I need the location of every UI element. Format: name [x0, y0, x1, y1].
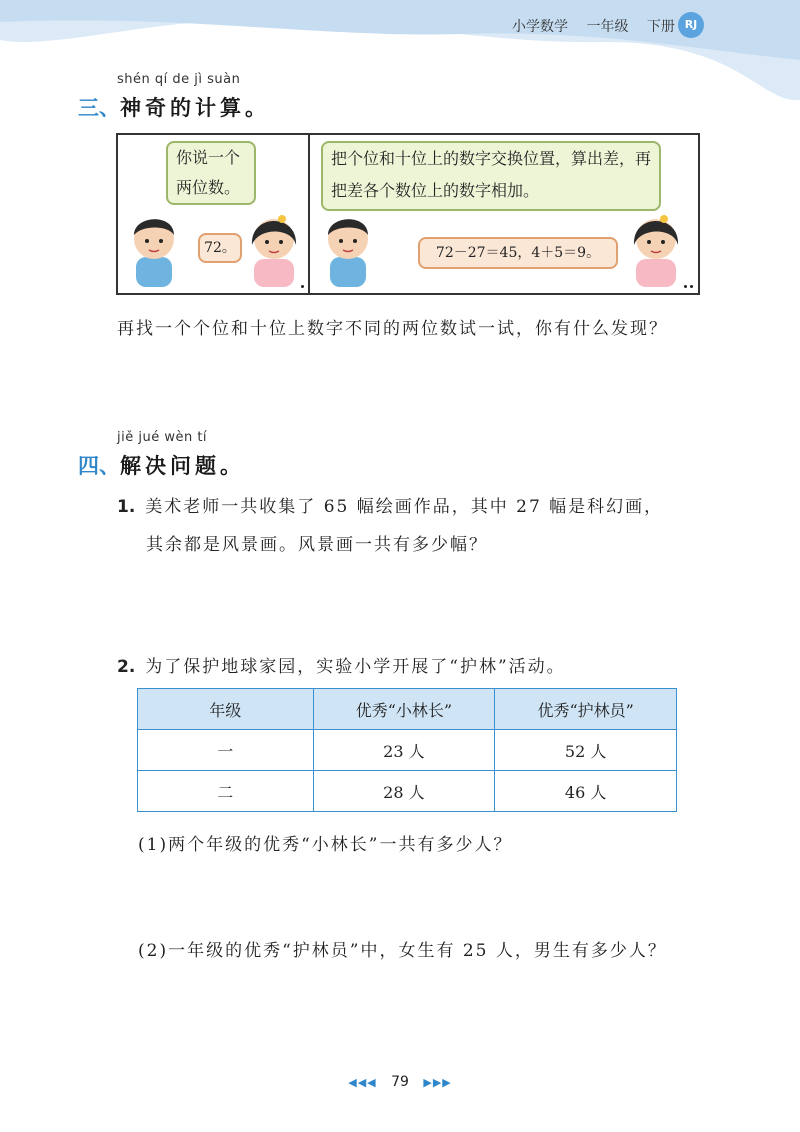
- section3-number: 三、: [78, 96, 120, 120]
- table-header-grade: 年级: [138, 689, 314, 730]
- table-cell: 23 人: [313, 730, 495, 771]
- girl-figure-icon: [244, 205, 304, 287]
- table-header-row: [138, 689, 677, 730]
- panel-marker-2a: [684, 285, 687, 288]
- panel-marker-1: [301, 285, 304, 288]
- panel-marker-2b: [690, 285, 693, 288]
- sub-question-1: (1)两个年级的优秀“小林长”一共有多少人？: [138, 835, 513, 855]
- section3-heading: [78, 92, 270, 122]
- table-cell: 一: [138, 730, 314, 771]
- table-cell: 46 人: [495, 771, 677, 812]
- table-cell: 52 人: [495, 730, 677, 771]
- comic-panel: [116, 133, 700, 295]
- speech-bubble-girl-2: 72－27＝45，4＋5＝9。: [418, 237, 618, 269]
- question-1-line-2: 其余都是风景画。风景画一共有多少幅？: [146, 535, 488, 555]
- section4-heading: [78, 450, 245, 480]
- page-footer: [0, 1074, 800, 1090]
- table-row: [138, 730, 677, 771]
- table-cell: 二: [138, 771, 314, 812]
- comic-divider: [308, 135, 310, 293]
- question-1-number: 1.: [117, 497, 136, 517]
- speech-bubble-boy-1: 你说一个两位数。: [166, 141, 256, 205]
- speech-bubble-girl-1: 72。: [198, 233, 242, 263]
- question-2: [117, 652, 566, 677]
- question-2-number: 2.: [117, 657, 136, 677]
- boy-figure-icon-2: [318, 205, 378, 287]
- next-arrows-icon: ▶▶▶: [423, 1076, 452, 1089]
- header-volume: 下册: [646, 19, 675, 35]
- question-1-text-1: 美术老师一共收集了 65 幅绘画作品，其中 27 幅是科幻画，: [145, 497, 664, 517]
- table-header-forest-chief: 优秀“小林长”: [313, 689, 495, 730]
- section3-pinyin: shén qí de jì suàn: [117, 72, 241, 87]
- header-grade: 一年级: [586, 19, 629, 35]
- section3-title: 神奇的计算。: [120, 96, 270, 120]
- section3-prompt: 再找一个个位和十位上数字不同的两位数试一试，你有什么发现？: [117, 319, 668, 339]
- table-cell: 28 人: [313, 771, 495, 812]
- section4-title: 解决问题。: [120, 454, 245, 478]
- forest-guard-table: [137, 688, 677, 812]
- question-1-line-1: [117, 492, 663, 517]
- table-row: [138, 771, 677, 812]
- table-header-forest-ranger: 优秀“护林员”: [495, 689, 677, 730]
- sub-question-2: (2)一年级的优秀“护林员”中，女生有 25 人，男生有多少人？: [138, 941, 667, 961]
- header-labels: [512, 16, 689, 36]
- prev-arrows-icon: ◀◀◀: [348, 1076, 377, 1089]
- boy-figure-icon: [124, 205, 184, 287]
- edition-badge: RJ: [678, 12, 704, 38]
- section4-number: 四、: [78, 454, 120, 478]
- question-2-text: 为了保护地球家园，实验小学开展了“护林”活动。: [145, 657, 566, 677]
- speech-bubble-boy-2: 把个位和十位上的数字交换位置，算出差，再把差各个数位上的数字相加。: [321, 141, 661, 211]
- section4-pinyin: jiě jué wèn tí: [117, 430, 208, 445]
- page-number: 79: [391, 1074, 409, 1090]
- header-subject: 小学数学: [512, 19, 568, 35]
- girl-figure-icon-2: [626, 205, 686, 287]
